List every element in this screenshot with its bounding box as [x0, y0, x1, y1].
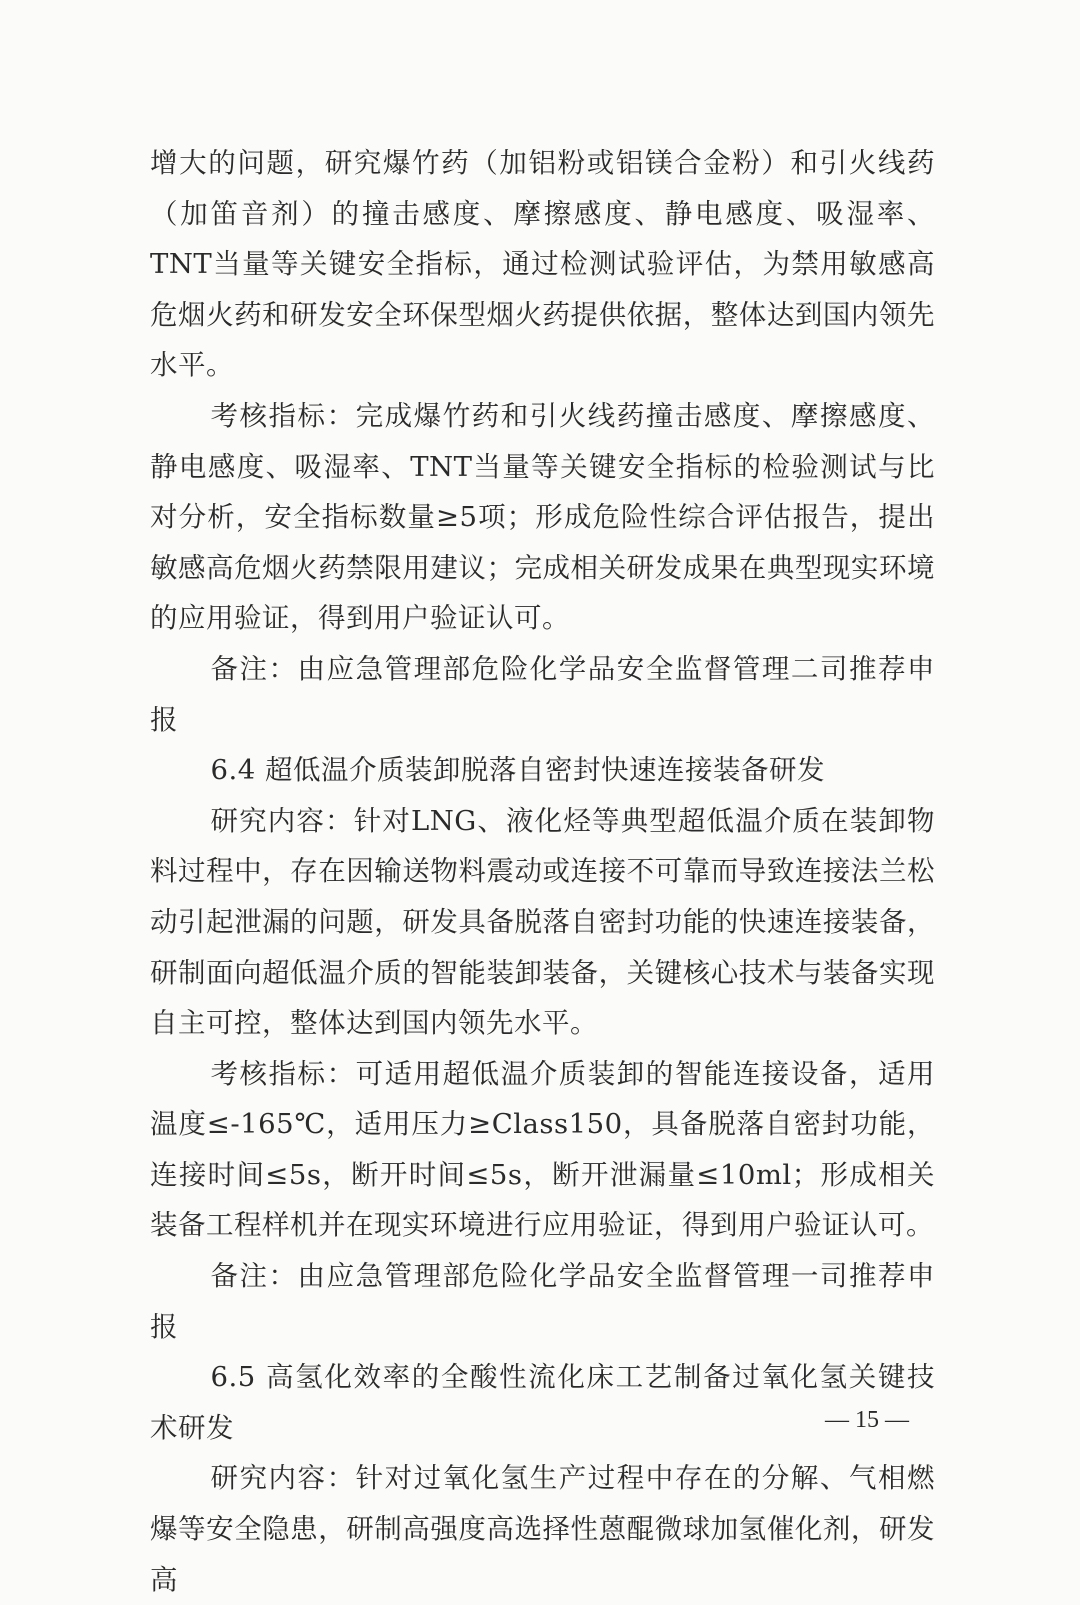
paragraph-assessment-indicators: 考核指标：完成爆竹药和引火线药撞击感度、摩擦感度、静电感度、吸湿率、TNT当量等关键安全指标的检验测试与比对分析，安全指标数量≥5项；形成危险性综合评估报告，提出敏感高危烟火药禁限用建议；完成相关研发成果在典型现实环境的应用验证，得到用户验证认可。 [150, 399, 935, 635]
section-heading-6-5: 6.5 高氢化效率的全酸性流化床工艺制备过氧化氢关键技术研发 [150, 1361, 935, 1444]
section-heading-6-4: 6.4 超低温介质装卸脱落自密封快速连接装备研发 [210, 754, 825, 787]
paragraph-remark: 备注：由应急管理部危险化学品安全监督管理二司推荐申报 [150, 652, 935, 736]
paragraph-research-content: 研究内容：针对LNG、液化烃等典型超低温介质在装卸物料过程中，存在因输送物料震动或连接不可靠而导致连接法兰松动引起泄漏的问题，研发具备脱落自密封功能的快速连接装备，研制面向超低温介质的智能装卸装备，关键核心技术与装备实现自主可控，整体达到国内领先水平。 [150, 804, 935, 1040]
paragraph-assessment-indicators: 考核指标：可适用超低温介质装卸的智能连接设备，适用温度≤-165℃，适用压力≥Class150，具备脱落自密封功能，连接时间≤5s，断开时间≤5s，断开泄漏量≤10ml；形成相关装备工程样机并在现实环境进行应用验证，得到用户验证认可。 [150, 1057, 935, 1242]
page-number: — 15 — [825, 1407, 909, 1433]
paragraph-continuation: 增大的问题，研究爆竹药（加铝粉或铝镁合金粉）和引火线药（加笛音剂）的撞击感度、摩擦感度、静电感度、吸湿率、TNT当量等关键安全指标，通过检测试验评估，为禁用敏感高危烟火药和研发安全环保型烟火药提供依据，整体达到国内领先水平。 [150, 147, 935, 382]
document-body [150, 138, 935, 1605]
paragraph-remark: 备注：由应急管理部危险化学品安全监督管理一司推荐申报 [150, 1260, 935, 1343]
paragraph-research-content: 研究内容：针对过氧化氢生产过程中存在的分解、气相燃爆等安全隐患，研制高强度高选择性蒽醌微球加氢催化剂，研发高 [150, 1462, 935, 1596]
